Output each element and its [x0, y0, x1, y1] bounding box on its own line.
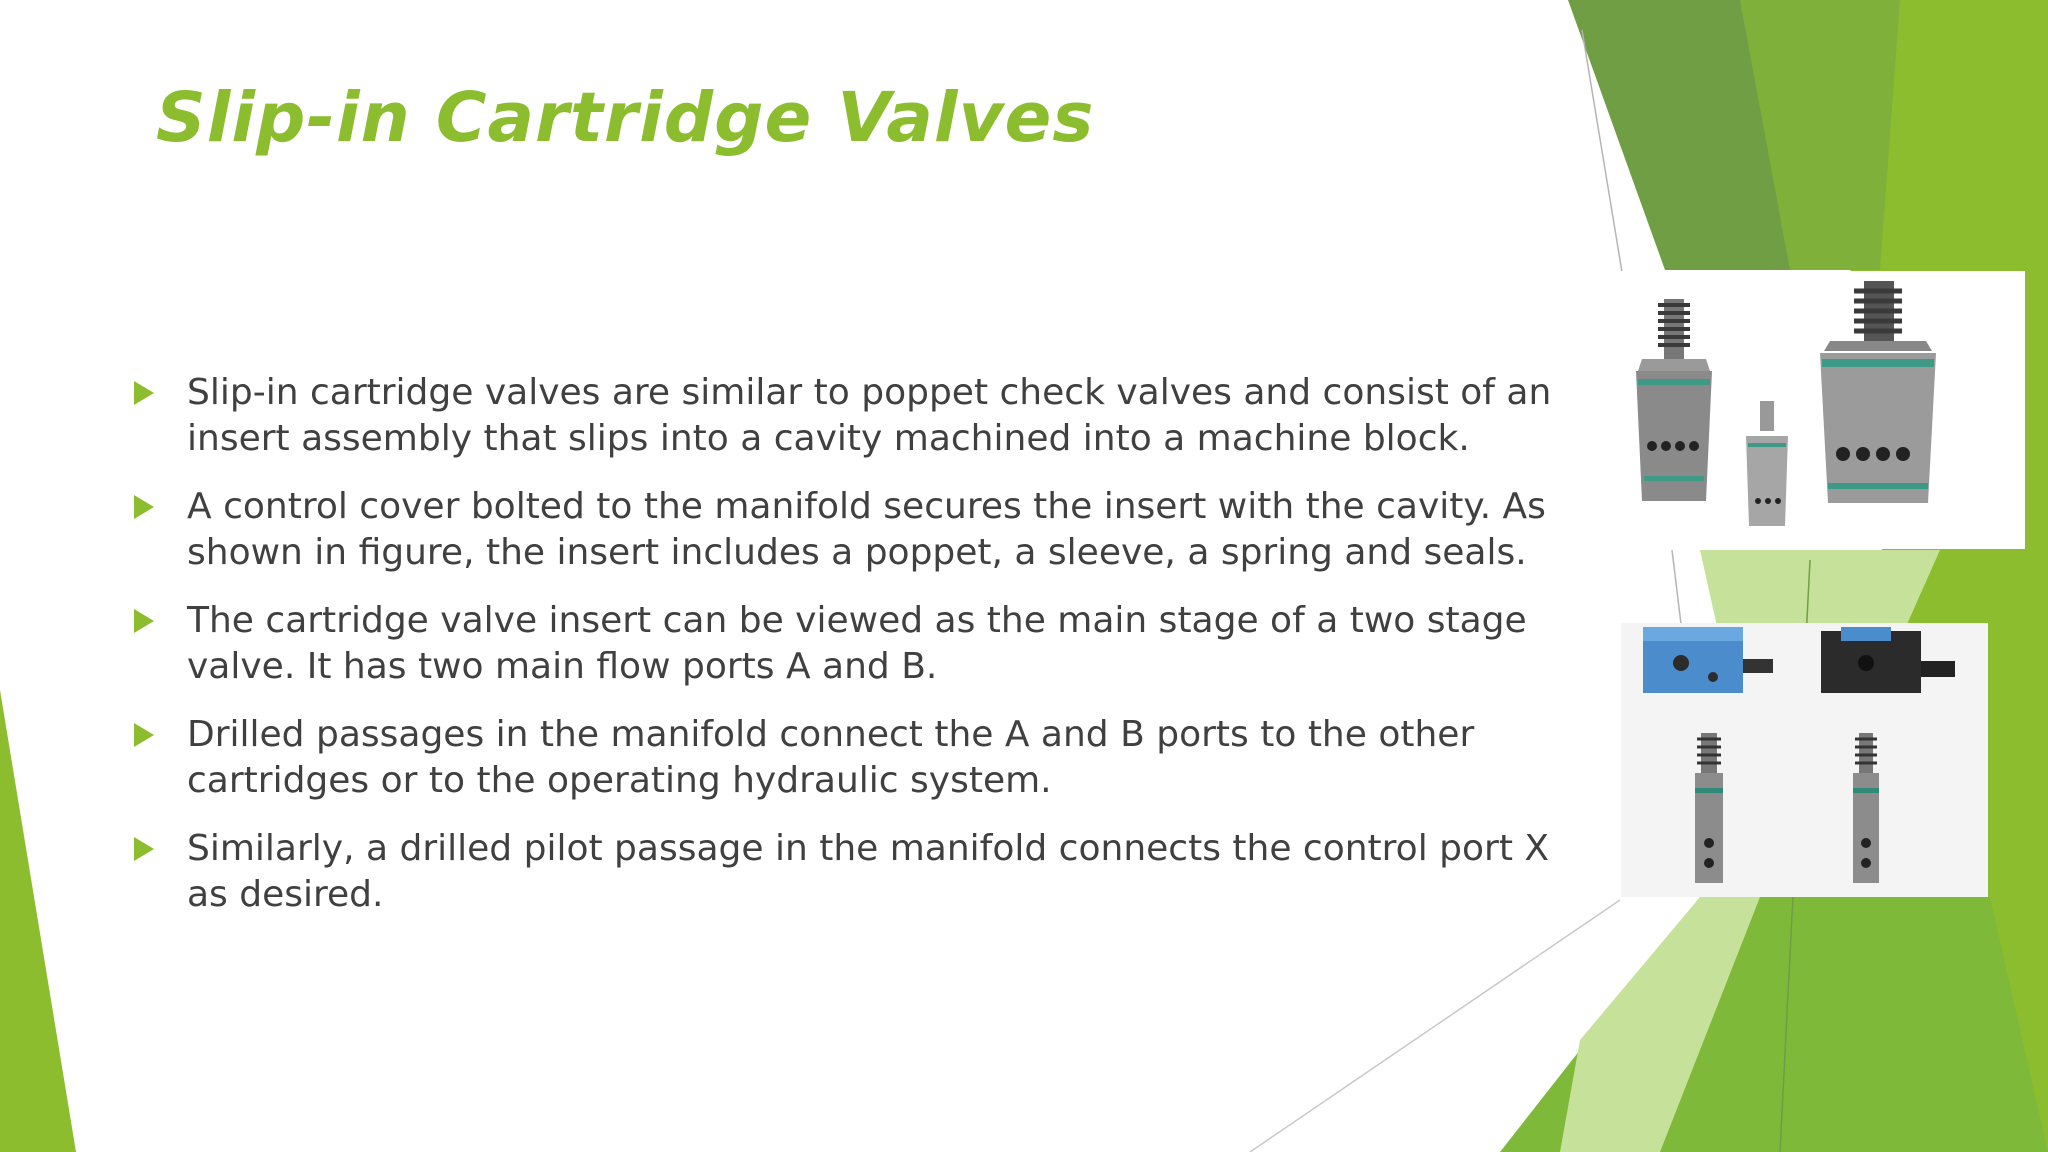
bullet-text: Similarly, a drilled pilot passage in the manifold connects the control port X as desired.: [187, 828, 1550, 915]
bullet-item: [134, 712, 1564, 804]
slide-title: Slip-in Cartridge Valves: [156, 78, 1095, 158]
left-accent-shape: [0, 690, 76, 1152]
triangle-right-icon: [134, 837, 154, 861]
bullet-item: [134, 370, 1564, 462]
bullet-text: The cartridge valve insert can be viewed as the main stage of a two stage valve. It has two main flow ports A and B.: [187, 600, 1527, 687]
bullet-text: Drilled passages in the manifold connect the A and B ports to the other cartridges or to the operating hydraulic system.: [187, 714, 1475, 801]
triangle-right-icon: [134, 609, 154, 633]
cartridge-inserts-photo: [1618, 271, 2025, 549]
triangle-right-icon: [134, 723, 154, 747]
cartridge-covers-photo: [1621, 623, 1988, 897]
bullet-item: [134, 598, 1564, 690]
bullet-text: Slip-in cartridge valves are similar to poppet check valves and consist of an insert assembly that slips into a cavity machined into a machine block.: [187, 372, 1552, 459]
triangle-right-icon: [134, 381, 154, 405]
bullet-item: [134, 484, 1564, 576]
bullet-list: [134, 370, 1564, 940]
bullet-text: A control cover bolted to the manifold secures the insert with the cavity. As shown in figure, the insert includes a poppet, a sleeve, a spring and seals.: [187, 486, 1546, 573]
triangle-right-icon: [134, 495, 154, 519]
bullet-item: [134, 826, 1564, 918]
